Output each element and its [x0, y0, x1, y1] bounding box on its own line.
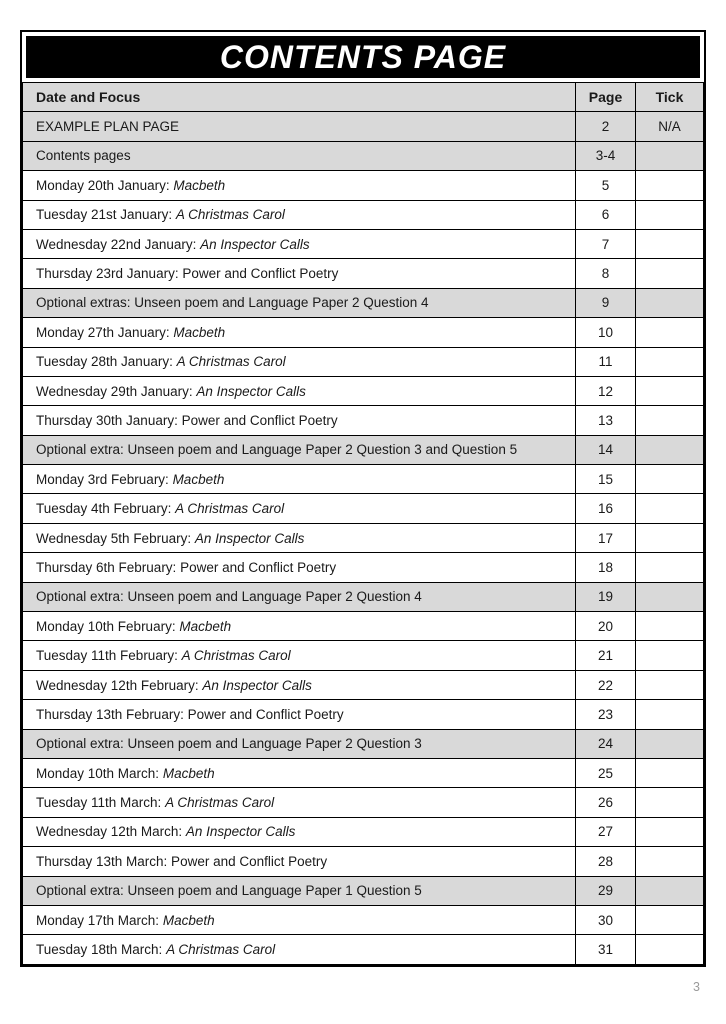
row-page-cell: 17 — [576, 523, 636, 552]
row-tick-cell — [636, 259, 704, 288]
row-page-cell: 24 — [576, 729, 636, 758]
book-title-italic: Macbeth — [162, 912, 215, 928]
row-tick-cell — [636, 229, 704, 258]
column-header-date-and-focus: Date and Focus — [23, 83, 576, 112]
row-date-and-focus-cell: Thursday 6th February: Power and Conflict Poetry — [23, 553, 576, 582]
book-title-italic: Macbeth — [173, 177, 226, 193]
row-tick-cell — [636, 141, 704, 170]
row-tick-cell — [636, 758, 704, 787]
table-row — [23, 318, 704, 347]
table-row — [23, 582, 704, 611]
row-date-and-focus-cell: Tuesday 11th March: A Christmas Carol — [23, 788, 576, 817]
row-date-and-focus-cell: Thursday 13th February: Power and Conflict Poetry — [23, 700, 576, 729]
table-row — [23, 935, 704, 964]
row-page-cell: 18 — [576, 553, 636, 582]
row-tick-cell: N/A — [636, 112, 704, 141]
row-date-and-focus-cell: Tuesday 18th March: A Christmas Carol — [23, 935, 576, 964]
table-row — [23, 700, 704, 729]
row-tick-cell — [636, 318, 704, 347]
table-row — [23, 876, 704, 905]
row-tick-cell — [636, 582, 704, 611]
row-page-cell: 22 — [576, 670, 636, 699]
row-page-cell: 15 — [576, 465, 636, 494]
table-row — [23, 465, 704, 494]
column-header-page: Page — [576, 83, 636, 112]
row-date-and-focus-cell: Optional extras: Unseen poem and Language Paper 2 Question 4 — [23, 288, 576, 317]
contents-table-body — [23, 112, 704, 964]
book-title-italic: An Inspector Calls — [194, 530, 305, 546]
row-date-and-focus-cell: Wednesday 12th March: An Inspector Calls — [23, 817, 576, 846]
table-row — [23, 847, 704, 876]
row-date-and-focus-cell: Wednesday 12th February: An Inspector Calls — [23, 670, 576, 699]
book-title-italic: Macbeth — [162, 765, 215, 781]
row-date-and-focus-cell: Optional extra: Unseen poem and Language Paper 2 Question 3 — [23, 729, 576, 758]
row-page-cell: 12 — [576, 376, 636, 405]
row-page-cell: 25 — [576, 758, 636, 787]
row-date-and-focus-cell: Monday 20th January: Macbeth — [23, 171, 576, 200]
row-page-cell: 16 — [576, 494, 636, 523]
row-tick-cell — [636, 670, 704, 699]
row-page-cell: 29 — [576, 876, 636, 905]
row-date-and-focus-cell: Monday 17th March: Macbeth — [23, 905, 576, 934]
table-row — [23, 171, 704, 200]
row-tick-cell — [636, 171, 704, 200]
row-tick-cell — [636, 817, 704, 846]
row-page-cell: 11 — [576, 347, 636, 376]
table-row — [23, 788, 704, 817]
row-tick-cell — [636, 876, 704, 905]
row-tick-cell — [636, 847, 704, 876]
page-title: CONTENTS PAGE — [219, 38, 507, 75]
row-tick-cell — [636, 553, 704, 582]
row-date-and-focus-cell: Optional extra: Unseen poem and Language Paper 2 Question 3 and Question 5 — [23, 435, 576, 464]
row-date-and-focus-cell: Wednesday 29th January: An Inspector Calls — [23, 376, 576, 405]
book-title-italic: A Christmas Carol — [166, 942, 276, 958]
row-tick-cell — [636, 788, 704, 817]
table-row — [23, 200, 704, 229]
table-row — [23, 612, 704, 641]
row-tick-cell — [636, 935, 704, 964]
row-date-and-focus-cell: Monday 10th February: Macbeth — [23, 612, 576, 641]
row-date-and-focus-cell: EXAMPLE PLAN PAGE — [23, 112, 576, 141]
row-date-and-focus-cell: Thursday 30th January: Power and Conflict Poetry — [23, 406, 576, 435]
table-row — [23, 817, 704, 846]
table-row — [23, 729, 704, 758]
row-tick-cell — [636, 406, 704, 435]
title-banner — [26, 36, 700, 78]
row-page-cell: 14 — [576, 435, 636, 464]
row-page-cell: 13 — [576, 406, 636, 435]
row-tick-cell — [636, 288, 704, 317]
row-tick-cell — [636, 494, 704, 523]
table-row — [23, 523, 704, 552]
row-page-cell: 10 — [576, 318, 636, 347]
book-title-italic: A Christmas Carol — [165, 795, 275, 811]
row-date-and-focus-cell: Tuesday 28th January: A Christmas Carol — [23, 347, 576, 376]
row-page-cell: 20 — [576, 612, 636, 641]
book-title-italic: A Christmas Carol — [176, 354, 286, 370]
table-row — [23, 641, 704, 670]
table-row — [23, 347, 704, 376]
row-tick-cell — [636, 465, 704, 494]
table-header-row — [23, 83, 704, 112]
table-row — [23, 758, 704, 787]
table-row — [23, 229, 704, 258]
row-date-and-focus-cell: Thursday 13th March: Power and Conflict Poetry — [23, 847, 576, 876]
row-date-and-focus-cell: Tuesday 21st January: A Christmas Carol — [23, 200, 576, 229]
row-tick-cell — [636, 435, 704, 464]
row-date-and-focus-cell: Contents pages — [23, 141, 576, 170]
table-row — [23, 905, 704, 934]
row-page-cell: 21 — [576, 641, 636, 670]
contents-document — [20, 30, 706, 967]
table-row — [23, 259, 704, 288]
row-date-and-focus-cell: Tuesday 11th February: A Christmas Carol — [23, 641, 576, 670]
table-row — [23, 376, 704, 405]
book-title-italic: An Inspector Calls — [200, 236, 310, 252]
row-date-and-focus-cell: Tuesday 4th February: A Christmas Carol — [23, 494, 576, 523]
table-row — [23, 435, 704, 464]
row-date-and-focus-cell: Monday 3rd February: Macbeth — [23, 465, 576, 494]
row-tick-cell — [636, 905, 704, 934]
book-title-italic: An Inspector Calls — [185, 824, 296, 840]
table-row — [23, 112, 704, 141]
row-page-cell: 31 — [576, 935, 636, 964]
row-page-cell: 5 — [576, 171, 636, 200]
row-page-cell: 2 — [576, 112, 636, 141]
book-title-italic: A Christmas Carol — [181, 648, 291, 664]
row-page-cell: 8 — [576, 259, 636, 288]
row-page-cell: 27 — [576, 817, 636, 846]
row-date-and-focus-cell: Monday 27th January: Macbeth — [23, 318, 576, 347]
book-title-italic: Macbeth — [172, 471, 225, 487]
row-page-cell: 30 — [576, 905, 636, 934]
table-row — [23, 406, 704, 435]
table-row — [23, 553, 704, 582]
row-tick-cell — [636, 700, 704, 729]
row-date-and-focus-cell: Optional extra: Unseen poem and Language Paper 2 Question 4 — [23, 582, 576, 611]
row-date-and-focus-cell: Monday 10th March: Macbeth — [23, 758, 576, 787]
row-tick-cell — [636, 729, 704, 758]
row-page-cell: 28 — [576, 847, 636, 876]
row-date-and-focus-cell: Wednesday 22nd January: An Inspector Calls — [23, 229, 576, 258]
row-tick-cell — [636, 347, 704, 376]
column-header-tick: Tick — [636, 83, 704, 112]
book-title-italic: A Christmas Carol — [175, 501, 285, 517]
row-tick-cell — [636, 641, 704, 670]
row-tick-cell — [636, 523, 704, 552]
row-date-and-focus-cell: Optional extra: Unseen poem and Language Paper 1 Question 5 — [23, 876, 576, 905]
row-tick-cell — [636, 200, 704, 229]
row-date-and-focus-cell: Thursday 23rd January: Power and Conflict Poetry — [23, 259, 576, 288]
row-page-cell: 9 — [576, 288, 636, 317]
footer-page-number: 3 — [693, 980, 700, 994]
row-page-cell: 3-4 — [576, 141, 636, 170]
row-tick-cell — [636, 376, 704, 405]
row-page-cell: 6 — [576, 200, 636, 229]
table-row — [23, 670, 704, 699]
book-title-italic: Macbeth — [179, 618, 232, 634]
book-title-italic: Macbeth — [173, 324, 226, 340]
table-row — [23, 494, 704, 523]
book-title-italic: An Inspector Calls — [202, 677, 312, 693]
contents-table — [22, 82, 704, 965]
row-tick-cell — [636, 612, 704, 641]
row-page-cell: 23 — [576, 700, 636, 729]
table-row — [23, 288, 704, 317]
table-row — [23, 141, 704, 170]
book-title-italic: An Inspector Calls — [196, 383, 306, 399]
row-date-and-focus-cell: Wednesday 5th February: An Inspector Calls — [23, 523, 576, 552]
book-title-italic: A Christmas Carol — [175, 207, 285, 223]
row-page-cell: 19 — [576, 582, 636, 611]
row-page-cell: 26 — [576, 788, 636, 817]
row-page-cell: 7 — [576, 229, 636, 258]
